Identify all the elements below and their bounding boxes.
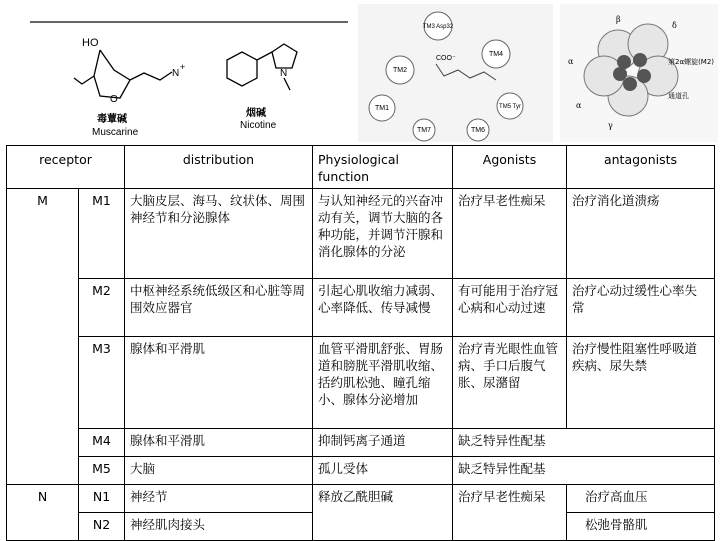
subtype-cell: M5 [79, 457, 125, 485]
receptor-table [6, 145, 715, 541]
tm2-label: TM2 [393, 67, 407, 74]
table-row-m1 [7, 189, 715, 279]
function-cell: 孤儿受体 [313, 457, 453, 485]
header-row [7, 146, 715, 189]
antagonists-cell [567, 457, 715, 485]
subunit-label-alpha-1: α [568, 57, 574, 66]
m2-legend: 第2α螺旋(M2) [668, 58, 715, 66]
subunit-label-gamma: γ [608, 121, 613, 130]
antagonists-cell [567, 429, 715, 457]
muscarine-methyl [74, 76, 94, 84]
agonists-cell: 治疗早老性痴呆 [453, 485, 567, 541]
m2-helix-4 [623, 77, 637, 91]
nicotine-pyrrolidine [272, 44, 297, 68]
receptor-type-n: N [7, 485, 79, 541]
table-row-m3 [7, 337, 715, 429]
subtype-cell: M3 [79, 337, 125, 429]
header-receptor: receptor [7, 146, 125, 189]
distribution-cell: 大脑皮层、海马、纹状体、周围神经节和分泌腺体 [125, 189, 313, 279]
function-cell: 引起心肌收缩力减弱、心率降低、传导减慢 [313, 279, 453, 337]
nicotine-n-label: N [280, 68, 288, 79]
muscarine-caption: Muscarine [92, 127, 139, 138]
nicotine-caption-cn: 烟碱 [246, 108, 266, 119]
distribution-cell: 腺体和平滑肌 [125, 429, 313, 457]
agonists-cell: 缺乏特异性配基 [453, 429, 567, 457]
figures-area [0, 0, 720, 145]
agonists-cell: 有可能用于治疗冠心病和心动过速 [453, 279, 567, 337]
distribution-cell: 神经节 [125, 485, 313, 513]
receptor-tm-figure [358, 4, 553, 142]
subunit-label-alpha-2: α [576, 101, 582, 110]
subunit-label-delta: δ [672, 21, 677, 30]
header-agonists: Agonists [453, 146, 567, 189]
subtype-cell: N2 [79, 513, 125, 541]
antagonists-cell: 治疗心动过缓性心率失常 [567, 279, 715, 337]
subtype-cell: M4 [79, 429, 125, 457]
header-distribution: distribution [125, 146, 313, 189]
nicotine-caption: Nicotine [240, 120, 277, 131]
agonists-cell: 治疗青光眼性血管病、手口后腹气胀、尿潴留 [453, 337, 567, 429]
function-cell: 血管平滑肌舒张、胃肠道和膀胱平滑肌收缩、括约肌松弛、瞳孔缩小、腺体分泌增加 [313, 337, 453, 429]
header-antagonists: antagonists [567, 146, 715, 189]
subtype-cell: M2 [79, 279, 125, 337]
nicotine-methyl [284, 78, 290, 90]
subtype-cell: N1 [79, 485, 125, 513]
muscarine-ring [94, 50, 130, 98]
m2-helix-1 [617, 55, 631, 69]
tm6-label: TM6 [471, 127, 485, 134]
tm3-label: TM3 Asp32 [422, 24, 454, 30]
m2-helix-5 [613, 67, 627, 81]
function-cell: 抑制钙离子通道 [313, 429, 453, 457]
header-function: Physiological function [313, 146, 453, 189]
receptor-type-m: M [7, 189, 79, 485]
table-row-m5 [7, 457, 715, 485]
table-row-m4 [7, 429, 715, 457]
nicotine-link [257, 52, 272, 60]
m2-helix-3 [637, 69, 651, 83]
muscarine-caption-cn: 毒蕈碱 [97, 114, 127, 125]
antagonists-cell: 治疗消化道溃疡 [567, 189, 715, 279]
antagonists-cell: 治疗高血压 [567, 485, 715, 513]
muscarine-ring-oxygen: O [110, 94, 118, 105]
tm1-label: TM1 [375, 105, 389, 112]
agonists-cell: 治疗早老性痴呆 [453, 189, 567, 279]
distribution-cell: 腺体和平滑肌 [125, 337, 313, 429]
pore-legend: 通道孔 [668, 92, 689, 100]
tm7-label: TM7 [417, 127, 431, 134]
table-row-m2 [7, 279, 715, 337]
agonists-cell: 缺乏特异性配基 [453, 457, 567, 485]
distribution-cell: 中枢神经系统低级区和心脏等周围效应器官 [125, 279, 313, 337]
distribution-cell: 大脑 [125, 457, 313, 485]
nicotine-benzene [227, 52, 257, 86]
channel-figure [560, 4, 718, 142]
muscarine-hydroxyl-label: HO [82, 37, 99, 49]
tm5-label: TM5 Tyr [499, 104, 521, 110]
structure-figure [22, 18, 352, 140]
tm4-label: TM4 [489, 51, 503, 58]
antagonists-cell: 治疗慢性阻塞性呼吸道疾病、尿失禁 [567, 337, 715, 429]
function-cell: 释放乙酰胆碱 [313, 485, 453, 541]
muscarine-chain [130, 72, 172, 80]
muscarine-ammonium: N [172, 68, 180, 79]
muscarine-charge: + [180, 62, 186, 72]
subunit-label-beta: β [616, 15, 621, 24]
function-cell: 与认知神经元的兴奋冲动有关，调节大脑的各种功能，并调节汗腺和消化腺体的分泌 [313, 189, 453, 279]
antagonists-cell: 松弛骨骼肌 [567, 513, 715, 541]
carboxylate-label: COO⁻ [436, 55, 456, 62]
subtype-cell: M1 [79, 189, 125, 279]
table-row-n1 [7, 485, 715, 513]
m2-helix-2 [633, 53, 647, 67]
distribution-cell: 神经肌肉接头 [125, 513, 313, 541]
